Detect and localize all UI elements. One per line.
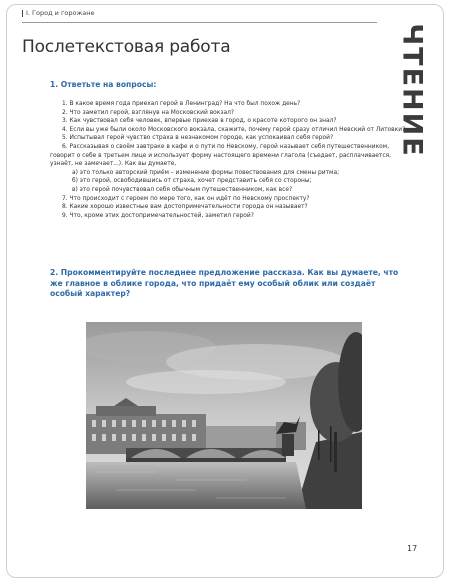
page-number: 17 xyxy=(407,544,418,553)
section-1-heading: 1. Ответьте на вопросы: xyxy=(50,80,157,89)
running-head xyxy=(22,9,95,17)
question-subitem: б) это герой, освободившись от страха, хочет представить себя со стороны; xyxy=(72,178,312,185)
section-2-heading: 2. Прокомментируйте последнее предложение рассказа. Как вы думаете, что же главное в облике города, что придаёт ему особый облик или создаёт особый характер? xyxy=(50,268,399,298)
question-item: 9. Что, кроме этих достопримечательностей, заметил герой? xyxy=(62,212,254,219)
question-list xyxy=(50,100,406,220)
running-head-marker xyxy=(22,10,23,17)
city-photo xyxy=(86,322,362,509)
running-head-text: I. Город и горожане xyxy=(26,9,95,17)
question-subitem: а) это только авторский приём – изменение формы повествования для смены ритма; xyxy=(72,169,340,176)
question-subitem: в) это герой почувствовал себя обычным путешественником, как все? xyxy=(72,186,293,193)
question-item: 4. Если вы уже были около Московского вокзала, скажите, почему герой сразу отличил Невский от Литовки? xyxy=(62,126,406,133)
question-item: 5. Испытывал герой чувство страха в незнакомом городе, как успокаивал себя герой? xyxy=(62,135,334,142)
side-label-text: ЧТЕНИЕ xyxy=(396,22,428,158)
page-title: Послетекстовая работа xyxy=(22,37,231,57)
question-item: 8. Какие хорошо известные вам достопримечательности города он называет? xyxy=(62,204,308,211)
question-item: 1. В какое время года приехал герой в Ленинград? На что был похож день? xyxy=(62,101,301,107)
question-item: 7. Что происходит с героем по мере того, как он идёт по Невскому проспекту? xyxy=(62,195,310,202)
question-item: 2. Что заметил герой, взглянув на Московский вокзал? xyxy=(62,109,234,116)
question-item: 3. Как чувствовал себя человек, впервые приехав в город, о красоте которого он знал? xyxy=(62,118,337,125)
question-item: 6. Рассказывая о своём завтраке в кафе и о пути по Невскому, герой называет себя путешественником, говорит о себе в третьем лице и использует форму настоящего времени глагола (съедает, расплачивается, узнаёт, не замечает...). Как вы думаете, xyxy=(50,143,391,168)
header-rule xyxy=(22,22,377,23)
